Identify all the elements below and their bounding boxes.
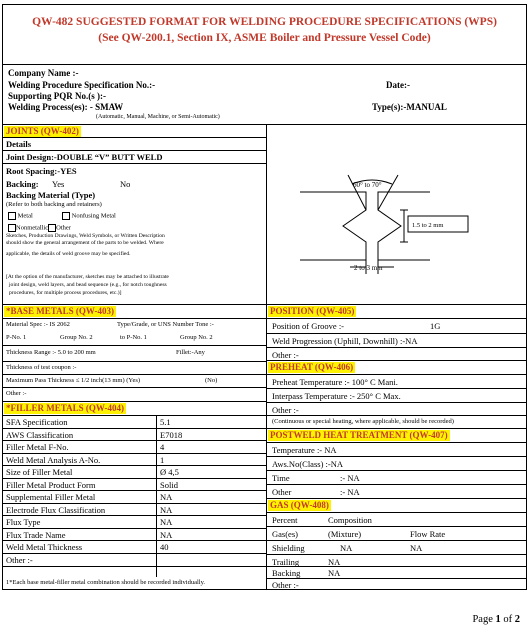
filler-row-label: Weld Metal Analysis A-No. — [6, 454, 101, 465]
filler-row-value[interactable]: 4 — [160, 442, 165, 452]
preheat-other: Other :- — [272, 405, 299, 415]
filler-row-divider — [2, 503, 266, 504]
filler-row-value[interactable]: 40 — [160, 542, 169, 552]
filler-row-divider — [2, 540, 266, 541]
gap-label: 1.5 to 2 mm — [412, 222, 444, 229]
filler-row-value[interactable]: 5.1 — [160, 417, 171, 427]
metal-checkbox[interactable] — [8, 212, 16, 220]
test-coupon-thickness: Thickness of test coupon :- — [6, 364, 77, 371]
filler-row-divider — [2, 453, 266, 454]
base-metals-other: Other :- — [6, 390, 27, 397]
divider — [2, 64, 527, 65]
joints-heading: JOINTS (QW-402) — [6, 126, 79, 136]
fillet-range: Fillet:-Any — [176, 349, 205, 356]
filler-row-label: Weld Metal Thickness — [6, 542, 83, 552]
title-line-2: (See QW-200.1, Section IX, ASME Boiler and Pressure Vessel Code) — [98, 32, 431, 44]
divider — [2, 124, 527, 125]
divider — [266, 456, 527, 457]
to-p-no: to P-No. 1 — [120, 334, 147, 341]
filler-metals-heading: *FILLER METALS (QW-404) — [6, 403, 125, 413]
base-metals-heading: *BASE METALS (QW-403) — [6, 306, 115, 316]
backing-material: Backing Material (Type) — [6, 190, 96, 200]
date-field[interactable]: Date:- — [386, 80, 410, 90]
gas-flow-rate: Flow Rate — [410, 529, 446, 539]
max-pass-no: (No) — [205, 377, 218, 384]
pwht-temp: Temperature :- NA — [272, 445, 337, 455]
pwht-other-label: Other — [272, 487, 292, 497]
filler-row-label: Size of Filler Metal — [6, 467, 73, 477]
filler-row-divider — [2, 515, 266, 516]
filler-row-value[interactable]: Ø 4,5 — [160, 467, 179, 477]
filler-row-value[interactable]: 1 — [160, 454, 165, 465]
filler-row-value[interactable]: E7018 — [160, 429, 183, 440]
filler-row-label: AWS Classification — [6, 429, 74, 440]
sketch-note-1: Sketches, Production Drawings, Weld Symbols, or Written Description — [6, 233, 165, 239]
backing-label: Backing: — [6, 179, 39, 189]
gas-other: Other :- — [272, 580, 299, 590]
divider — [266, 428, 527, 429]
filler-row-value[interactable]: NA — [160, 504, 173, 515]
filler-row-label: Filler Metal Product Form — [6, 479, 96, 490]
gas-shielding-flow: NA — [410, 543, 423, 553]
root-spacing: Root Spacing:-YES — [6, 166, 77, 176]
joint-sketch — [270, 170, 520, 280]
filler-row-divider — [2, 553, 266, 554]
opt-nonfusing-label: Nonfusing Metal — [71, 212, 116, 220]
pwht-other-value: :- NA — [340, 487, 360, 497]
option-note-2: joint design, weld layers, and bead sequence (e.g., for notch toughness — [9, 282, 167, 288]
opt-metal-label: Metal — [17, 212, 33, 220]
divider — [266, 526, 527, 527]
filler-row-label: Filler Metal F-No. — [6, 442, 69, 452]
opt-nonmetallic-label: Nonmetallic — [16, 224, 49, 232]
divider — [266, 498, 527, 499]
divider — [2, 318, 527, 319]
position-other: Other :- — [272, 350, 299, 360]
gas-mixture: (Mixture) — [328, 529, 362, 539]
option-note-3: procedures, for multiple process procedures, etc.)] — [9, 290, 122, 296]
filler-row-divider — [2, 528, 266, 529]
sketch-note-3: applicable, the details of weld groove may be specified. — [6, 251, 131, 257]
filler-row-label: Electrode Flux Classification — [6, 504, 106, 515]
filler-footnote: 1*Each base metal-filler metal combination should be recorded individually. — [6, 579, 206, 586]
opt-other-label: Other — [56, 224, 71, 232]
divider — [266, 415, 527, 416]
preheat-temp: Preheat Temperature :- 100° C Mani. — [272, 377, 398, 387]
filler-row-divider — [2, 490, 266, 491]
divider — [2, 401, 266, 402]
divider — [2, 150, 266, 151]
page-number — [472, 614, 520, 625]
opt-metal[interactable] — [8, 212, 33, 220]
group-no-2: Group No. 2 — [180, 334, 213, 341]
opt-nonfusing[interactable] — [62, 212, 116, 220]
max-pass-thickness: Maximum Pass Thickness ≤ 1/2 inch(13 mm) (Yes) — [6, 377, 141, 384]
title-line-1: QW-482 SUGGESTED FORMAT FOR WELDING PROCEDURE SPECIFICATIONS (WPS) — [32, 16, 497, 28]
page-of: of — [500, 614, 515, 625]
position-heading: POSITION (QW-405) — [270, 306, 355, 316]
filler-row-divider — [2, 478, 266, 479]
divider — [266, 360, 527, 361]
divider — [266, 333, 527, 334]
sketch-note-2: should show the general arrangement of the parts to be welded. Where — [6, 240, 164, 246]
pwht-time-label: Time — [272, 473, 290, 483]
filler-row-label: Flux Trade Name — [6, 529, 66, 540]
filler-row-value[interactable]: NA — [160, 492, 173, 502]
nonfusing-checkbox[interactable] — [62, 212, 70, 220]
preheat-note: (Continuous or special heating, where applicable, should be recorded) — [272, 418, 454, 425]
divider — [2, 361, 266, 362]
gas-shielding: Shielding — [272, 543, 305, 553]
groove-position: Position of Groove :- — [272, 321, 345, 331]
gas-shielding-mixture: NA — [340, 543, 353, 553]
divider — [266, 470, 527, 471]
material-spec: Material Spec :- IS 2062 — [6, 321, 70, 328]
divider — [266, 578, 527, 579]
divider — [266, 540, 527, 541]
filler-row-value[interactable]: NA — [160, 529, 173, 540]
option-note-1: [At the option of the manufacturer, sketches may be attached to illustrate — [6, 274, 169, 280]
divider — [266, 566, 527, 567]
divider — [2, 374, 266, 375]
filler-row-label: SFA Specification — [6, 417, 68, 427]
groove-position-value: 1G — [430, 321, 441, 331]
filler-row-divider — [2, 428, 266, 429]
gas-trailing: Trailing — [272, 557, 300, 567]
backing-ref: (Refer to both backing and retainers) — [6, 201, 102, 208]
gas-trailing-value: NA — [328, 557, 341, 567]
process-type-field[interactable]: Type(s):-MANUAL — [372, 102, 447, 112]
joints-divider — [266, 124, 267, 304]
gas-gases: Gas(es) — [272, 529, 298, 539]
divider — [266, 512, 527, 513]
filler-row-divider — [2, 465, 266, 466]
filler-row-value[interactable]: NA — [160, 517, 173, 527]
material-grade: Type/Grade, or UNS Number Tone :- — [117, 321, 214, 328]
pqr-number-field[interactable]: Supporting PQR No.(s ):- — [8, 91, 107, 101]
divider — [2, 304, 527, 305]
opt-nonmetallic[interactable] — [8, 224, 71, 232]
form-title — [2, 14, 527, 46]
divider — [2, 387, 266, 388]
nonmetallic-checkbox[interactable] — [8, 224, 16, 232]
divider — [266, 374, 527, 375]
divider — [266, 402, 527, 403]
thickness-range: Thickness Range :- 5.0 to 200 mm — [6, 349, 96, 356]
wps-number-field[interactable]: Welding Procedure Specification No.:- — [8, 80, 156, 90]
backing-yes[interactable]: Yes — [52, 179, 65, 189]
left-plate — [300, 192, 366, 260]
page-total: 2 — [514, 614, 520, 625]
page-prefix: Page — [472, 614, 496, 625]
gas-percent: Percent — [272, 515, 298, 525]
gas-heading: GAS (QW-408) — [270, 500, 329, 510]
details-label: Details — [6, 139, 32, 149]
filler-row-label: Flux Type — [6, 517, 41, 527]
divider — [2, 163, 266, 164]
gas-backing-value: NA — [328, 568, 341, 578]
divider — [266, 347, 527, 348]
page-current: 1 — [495, 614, 501, 625]
divider — [266, 388, 527, 389]
other-checkbox[interactable] — [48, 224, 56, 232]
p-no-1: P-No. 1 — [6, 334, 27, 341]
divider — [2, 415, 266, 416]
divider — [266, 442, 527, 443]
pwht-aws: Aws.No(Class) :-NA — [272, 459, 343, 469]
divider — [266, 554, 527, 555]
gas-backing: Backing — [272, 568, 301, 578]
backing-no[interactable]: No — [120, 179, 131, 189]
pwht-time-value: :- NA — [340, 473, 360, 483]
filler-other-divider — [2, 566, 266, 567]
filler-row-label: Supplemental Filler Metal — [6, 492, 96, 502]
divider — [2, 137, 266, 138]
filler-row-divider — [2, 440, 266, 441]
filler-other: Other :- — [6, 554, 33, 565]
process-note: (Automatic, Manual, Machine, or Semi-Automatic) — [96, 114, 220, 120]
weld-progression: Weld Progression (Uphill, Downhill) :-NA — [272, 336, 418, 346]
filler-row-value[interactable]: Solid — [160, 479, 178, 490]
angle-label: 60° to 70° — [353, 181, 382, 189]
welding-process-field[interactable]: Welding Process(es): - SMAW — [8, 102, 124, 112]
group-no-1: Group No. 2 — [60, 334, 93, 341]
joint-design: Joint Design:-DOUBLE “V” BUTT WELD — [6, 152, 163, 162]
divider — [2, 345, 266, 346]
pwht-heading: POSTWELD HEAT TREATMENT (QW-407) — [270, 430, 448, 440]
interpass-temp: Interpass Temperature :- 250° C Max. — [272, 391, 401, 401]
company-name-field[interactable]: Company Name :- — [8, 68, 79, 78]
preheat-heading: PREHEAT (QW-406) — [270, 362, 354, 372]
gas-composition: Composition — [328, 515, 372, 525]
land-label: 2 to 3 mm — [354, 264, 383, 272]
divider — [266, 484, 527, 485]
